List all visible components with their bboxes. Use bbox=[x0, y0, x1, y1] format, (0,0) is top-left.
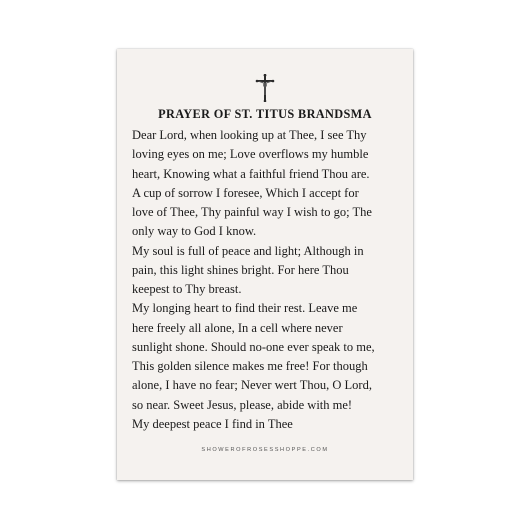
prayer-line: loving eyes on me; Love overflows my humble bbox=[132, 147, 369, 162]
prayer-title: PRAYER OF ST. TITUS BRANDSMA bbox=[158, 107, 372, 121]
prayer-text bbox=[132, 126, 400, 434]
website-footer: SHOWEROFROSESSHOPPE.COM bbox=[201, 447, 329, 453]
prayer-line: keepest to Thy breast. bbox=[132, 282, 242, 296]
prayer-line: here freely all alone, In a cell where never bbox=[132, 320, 343, 335]
prayer-line: A cup of sorrow I foresee, Which I accept for bbox=[132, 185, 359, 200]
prayer-line: Dear Lord, when looking up at Thee, I see Thy bbox=[132, 128, 367, 142]
prayer-line: This golden silence makes me free! For though bbox=[132, 359, 368, 373]
prayer-line: only way to God I know. bbox=[132, 224, 257, 239]
prayer-line: My soul is full of peace and light; Although in bbox=[132, 243, 364, 258]
prayer-card bbox=[117, 49, 413, 480]
prayer-line: My longing heart to find their rest. Leave me bbox=[132, 301, 358, 316]
prayer-line: alone, I have no fear; Never wert Thou, O Lord, bbox=[132, 378, 372, 393]
prayer-line: sunlight shone. Should no-one ever speak to me, bbox=[132, 339, 375, 354]
prayer-line: heart, Knowing what a faithful friend Thou are. bbox=[132, 166, 370, 181]
prayer-line: My deepest peace I find in Thee bbox=[132, 416, 293, 431]
prayer-line: love of Thee, Thy painful way I wish to go; The bbox=[132, 205, 372, 219]
prayer-line: pain, this light shines bright. For here Thou bbox=[132, 262, 349, 277]
prayer-line: so near. Sweet Jesus, please, abide with me! bbox=[132, 397, 353, 412]
crucifix-icon bbox=[255, 74, 275, 102]
